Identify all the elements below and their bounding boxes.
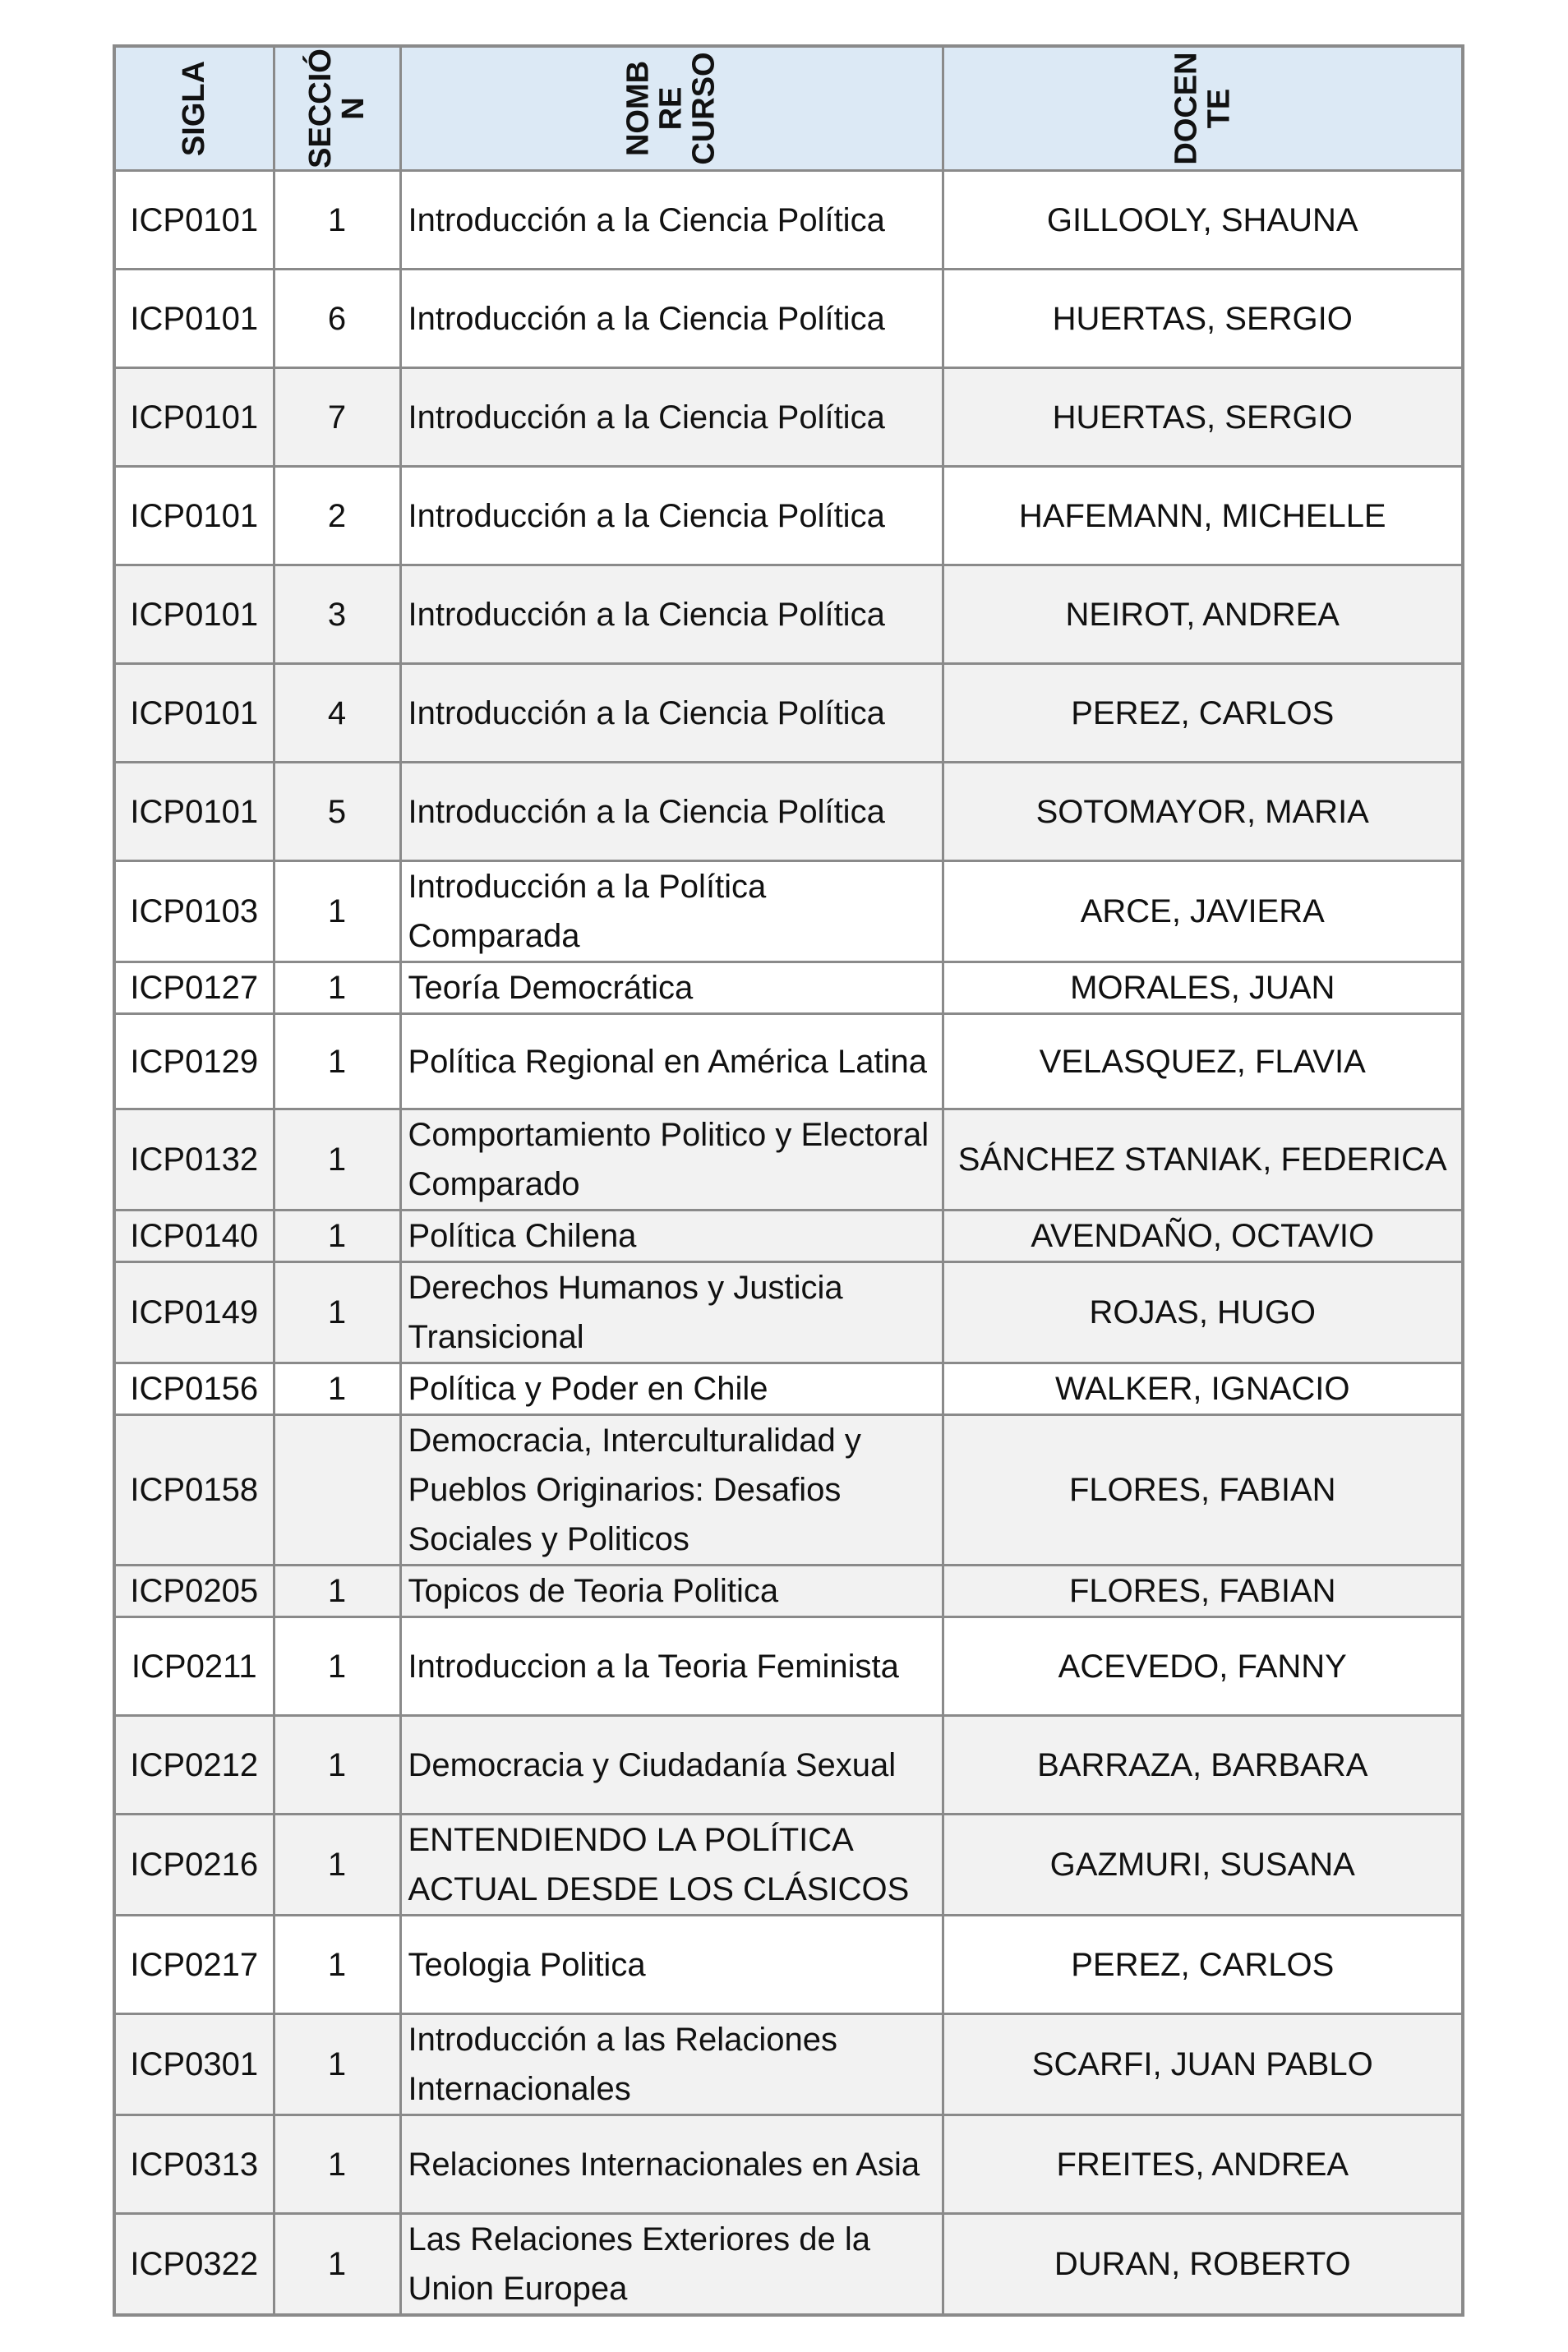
cell-sigla: ICP0149	[114, 1262, 274, 1363]
cell-sigla: ICP0158	[114, 1415, 274, 1566]
cell-docente: ROJAS, HUGO	[943, 1262, 1463, 1363]
cell-docente: HUERTAS, SERGIO	[943, 368, 1463, 467]
cell-seccion: 1	[274, 1262, 400, 1363]
cell-docente: HAFEMANN, MICHELLE	[943, 467, 1463, 565]
cell-seccion: 1	[274, 1109, 400, 1211]
table-row	[114, 1716, 1463, 1815]
cell-nombre: Teologia Politica	[400, 1916, 943, 2014]
cell-seccion: 5	[274, 763, 400, 861]
cell-sigla: ICP0101	[114, 368, 274, 467]
cell-nombre: Teoría Democrática	[400, 962, 943, 1014]
cell-seccion: 2	[274, 467, 400, 565]
cell-docente: PEREZ, CARLOS	[943, 664, 1463, 763]
cell-nombre: Introducción a las Relaciones Internacionales	[400, 2014, 943, 2115]
table-row	[114, 1617, 1463, 1716]
table-row	[114, 368, 1463, 467]
cell-nombre: Introducción a la Política Comparada	[400, 861, 943, 962]
cell-sigla: ICP0211	[114, 1617, 274, 1716]
cell-seccion: 1	[274, 1211, 400, 1262]
table-row	[114, 763, 1463, 861]
cell-seccion: 1	[274, 1566, 400, 1617]
table-row	[114, 1262, 1463, 1363]
table-row	[114, 861, 1463, 962]
table-row	[114, 1109, 1463, 1211]
header-sigla: SIGLA	[114, 46, 274, 171]
cell-nombre: Introducción a la Ciencia Política	[400, 368, 943, 467]
cell-nombre: Democracia y Ciudadanía Sexual	[400, 1716, 943, 1815]
cell-docente: SCARFI, JUAN PABLO	[943, 2014, 1463, 2115]
cell-sigla: ICP0101	[114, 565, 274, 664]
cell-seccion: 1	[274, 2014, 400, 2115]
table-row	[114, 1916, 1463, 2014]
cell-sigla: ICP0101	[114, 171, 274, 270]
cell-docente: NEIROT, ANDREA	[943, 565, 1463, 664]
cell-sigla: ICP0205	[114, 1566, 274, 1617]
cell-seccion: 1	[274, 1716, 400, 1815]
cell-seccion: 1	[274, 1815, 400, 1916]
cell-sigla: ICP0103	[114, 861, 274, 962]
cell-nombre: Introducción a la Ciencia Política	[400, 171, 943, 270]
cell-sigla: ICP0313	[114, 2115, 274, 2214]
cell-sigla: ICP0101	[114, 270, 274, 368]
cell-docente: GILLOOLY, SHAUNA	[943, 171, 1463, 270]
cell-seccion: 4	[274, 664, 400, 763]
table-row	[114, 1014, 1463, 1109]
cell-sigla: ICP0140	[114, 1211, 274, 1262]
table-row	[114, 467, 1463, 565]
cell-seccion	[274, 1415, 400, 1566]
cell-docente: FLORES, FABIAN	[943, 1566, 1463, 1617]
table-row	[114, 962, 1463, 1014]
cell-nombre: Derechos Humanos y Justicia Transicional	[400, 1262, 943, 1363]
table-row	[114, 270, 1463, 368]
header-seccion: SECCIÓ N	[274, 46, 400, 171]
cell-sigla: ICP0101	[114, 763, 274, 861]
cell-seccion: 1	[274, 171, 400, 270]
cell-seccion: 1	[274, 1916, 400, 2014]
table-row	[114, 1363, 1463, 1415]
table-row	[114, 1211, 1463, 1262]
cell-nombre: Democracia, Interculturalidad y Pueblos Originarios: Desafios Sociales y Politicos	[400, 1415, 943, 1566]
cell-docente: BARRAZA, BARBARA	[943, 1716, 1463, 1815]
header-docente: DOCEN TE	[943, 46, 1463, 171]
table-row	[114, 2014, 1463, 2115]
course-table	[113, 44, 1464, 2317]
table-row	[114, 565, 1463, 664]
cell-nombre: Topicos de Teoria Politica	[400, 1566, 943, 1617]
cell-seccion: 1	[274, 1363, 400, 1415]
table-row	[114, 664, 1463, 763]
table-row	[114, 1815, 1463, 1916]
cell-nombre: Introducción a la Ciencia Política	[400, 664, 943, 763]
cell-nombre: Introducción a la Ciencia Política	[400, 565, 943, 664]
table-row	[114, 2214, 1463, 2316]
cell-docente: SOTOMAYOR, MARIA	[943, 763, 1463, 861]
cell-sigla: ICP0212	[114, 1716, 274, 1815]
cell-sigla: ICP0132	[114, 1109, 274, 1211]
cell-docente: HUERTAS, SERGIO	[943, 270, 1463, 368]
cell-docente: VELASQUEZ, FLAVIA	[943, 1014, 1463, 1109]
cell-seccion: 6	[274, 270, 400, 368]
cell-docente: DURAN, ROBERTO	[943, 2214, 1463, 2316]
cell-docente: WALKER, IGNACIO	[943, 1363, 1463, 1415]
cell-seccion: 1	[274, 2214, 400, 2316]
cell-seccion: 1	[274, 2115, 400, 2214]
cell-nombre: Introducción a la Ciencia Política	[400, 270, 943, 368]
cell-sigla: ICP0216	[114, 1815, 274, 1916]
table-row	[114, 171, 1463, 270]
cell-docente: GAZMURI, SUSANA	[943, 1815, 1463, 1916]
table-row	[114, 2115, 1463, 2214]
cell-docente: ACEVEDO, FANNY	[943, 1617, 1463, 1716]
cell-nombre: Política y Poder en Chile	[400, 1363, 943, 1415]
cell-nombre: Introducción a la Ciencia Política	[400, 763, 943, 861]
cell-nombre: Introduccion a la Teoria Feminista	[400, 1617, 943, 1716]
cell-sigla: ICP0101	[114, 664, 274, 763]
cell-nombre: ENTENDIENDO LA POLÍTICA ACTUAL DESDE LOS CLÁSICOS	[400, 1815, 943, 1916]
cell-docente: PEREZ, CARLOS	[943, 1916, 1463, 2014]
cell-sigla: ICP0322	[114, 2214, 274, 2316]
cell-nombre: Las Relaciones Exteriores de la Union Europea	[400, 2214, 943, 2316]
cell-docente: MORALES, JUAN	[943, 962, 1463, 1014]
cell-seccion: 1	[274, 962, 400, 1014]
cell-nombre: Política Chilena	[400, 1211, 943, 1262]
table-row	[114, 1415, 1463, 1566]
table-row	[114, 1566, 1463, 1617]
cell-nombre: Política Regional en América Latina	[400, 1014, 943, 1109]
cell-docente: ARCE, JAVIERA	[943, 861, 1463, 962]
cell-sigla: ICP0156	[114, 1363, 274, 1415]
cell-seccion: 1	[274, 1617, 400, 1716]
cell-nombre: Comportamiento Politico y Electoral Comparado	[400, 1109, 943, 1211]
cell-docente: AVENDAÑO, OCTAVIO	[943, 1211, 1463, 1262]
cell-nombre: Introducción a la Ciencia Política	[400, 467, 943, 565]
cell-seccion: 1	[274, 861, 400, 962]
cell-sigla: ICP0217	[114, 1916, 274, 2014]
cell-seccion: 3	[274, 565, 400, 664]
cell-seccion: 7	[274, 368, 400, 467]
header-row	[114, 46, 1463, 171]
header-nombre-curso: NOMB RE CURSO	[400, 46, 943, 171]
cell-sigla: ICP0127	[114, 962, 274, 1014]
cell-docente: FREITES, ANDREA	[943, 2115, 1463, 2214]
cell-sigla: ICP0301	[114, 2014, 274, 2115]
cell-sigla: ICP0101	[114, 467, 274, 565]
cell-docente: FLORES, FABIAN	[943, 1415, 1463, 1566]
cell-docente: SÁNCHEZ STANIAK, FEDERICA	[943, 1109, 1463, 1211]
cell-sigla: ICP0129	[114, 1014, 274, 1109]
cell-nombre: Relaciones Internacionales en Asia	[400, 2115, 943, 2214]
cell-seccion: 1	[274, 1014, 400, 1109]
